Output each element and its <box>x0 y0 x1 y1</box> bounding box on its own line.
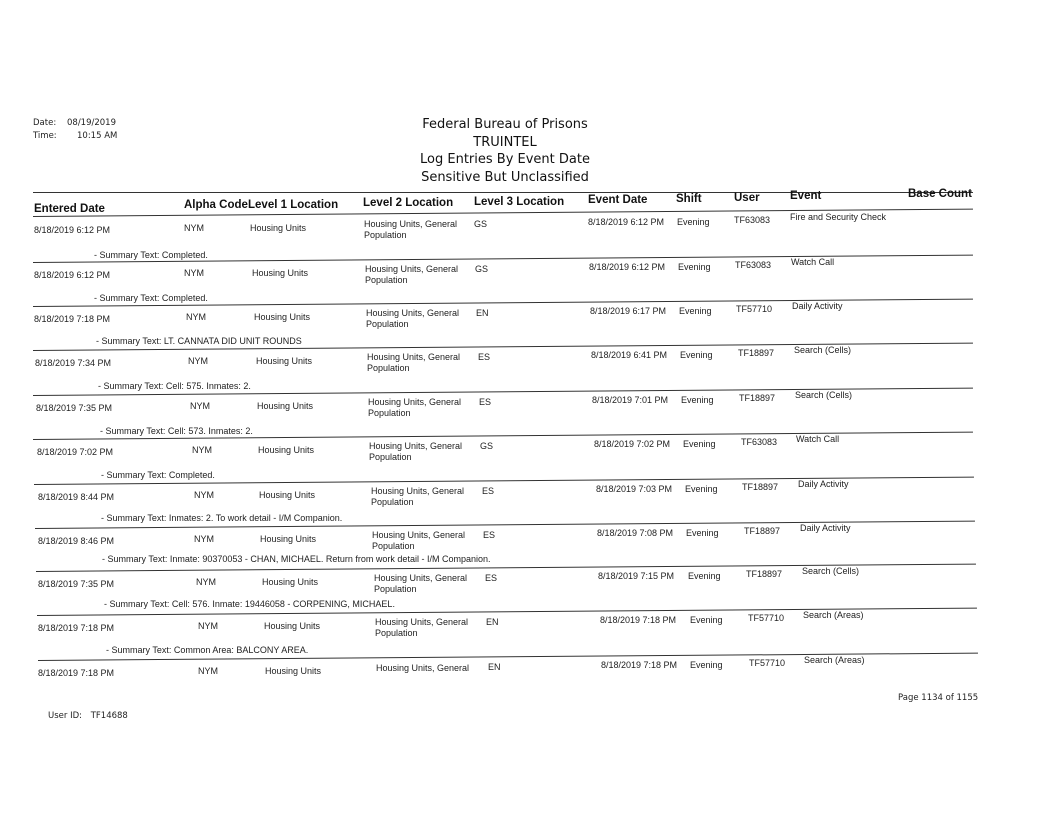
report-title <box>360 116 650 186</box>
cell-shift: Evening <box>683 439 716 449</box>
cell-user: TF57710 <box>749 658 786 668</box>
date-label: Date: <box>33 118 57 128</box>
cell-entered-date: 8/18/2019 7:18 PM <box>38 668 115 678</box>
col-level2: Level 2 Location <box>363 197 454 209</box>
cell-entered-date: 8/18/2019 7:02 PM <box>37 447 114 457</box>
cell-summary: - Summary Text: LT. CANNATA DID UNIT ROUNDS <box>96 336 302 346</box>
cell-level3: EN <box>488 662 501 672</box>
cell-shift: Evening <box>686 528 719 538</box>
table-row <box>0 212 1056 264</box>
report-time <box>33 131 117 141</box>
cell-level2: Housing Units, General Population <box>366 308 460 329</box>
cell-event: Daily Activity <box>798 479 849 489</box>
cell-entered-date: 8/18/2019 8:44 PM <box>38 492 115 502</box>
cell-summary: - Summary Text: Cell: 576. Inmate: 19446058 - CORPENING, MICHAEL. <box>104 599 395 609</box>
cell-shift: Evening <box>678 262 711 272</box>
cell-summary: - Summary Text: Cell: 575. Inmates: 2. <box>98 381 251 391</box>
table-row <box>0 345 1056 397</box>
report-date <box>33 118 116 128</box>
cell-level1: Housing Units <box>265 666 322 676</box>
cell-entered-date: 8/18/2019 7:35 PM <box>38 579 115 589</box>
table-row <box>0 610 1056 662</box>
cell-event-date: 8/18/2019 6:12 PM <box>588 217 665 227</box>
cell-event-date: 8/18/2019 7:18 PM <box>601 660 678 670</box>
cell-level3: EN <box>486 617 499 627</box>
cell-event: Search (Cells) <box>795 390 853 400</box>
cell-shift: Evening <box>681 395 714 405</box>
cell-event-date: 8/18/2019 6:17 PM <box>590 306 667 316</box>
cell-entered-date: 8/18/2019 7:18 PM <box>38 623 115 633</box>
cell-alpha-code: NYM <box>192 445 212 455</box>
cell-event: Fire and Security Check <box>790 212 887 222</box>
cell-alpha-code: NYM <box>198 621 218 631</box>
cell-event-date: 8/18/2019 7:03 PM <box>596 484 673 494</box>
page-number: Page 1134 of 1155 <box>898 693 979 703</box>
col-alpha-code: Alpha Code <box>184 199 248 211</box>
time-label: Time: <box>33 131 57 141</box>
cell-summary: - Summary Text: Completed. <box>94 250 208 260</box>
cell-entered-date: 8/18/2019 6:12 PM <box>34 270 111 280</box>
cell-level3: ES <box>482 486 495 496</box>
cell-user: TF57710 <box>748 613 785 623</box>
cell-event: Daily Activity <box>792 301 843 311</box>
user-id-value: TF14688 <box>90 711 128 721</box>
cell-level2: Housing Units, General <box>376 663 470 673</box>
cell-summary: - Summary Text: Completed. <box>101 470 215 480</box>
header-top-rule <box>33 192 973 193</box>
title-line: Federal Bureau of Prisons <box>422 117 588 132</box>
cell-alpha-code: NYM <box>184 223 204 233</box>
cell-event-date: 8/18/2019 7:15 PM <box>598 571 675 581</box>
col-shift: Shift <box>676 193 702 205</box>
cell-shift: Evening <box>677 217 710 227</box>
cell-shift: Evening <box>679 306 712 316</box>
cell-event-date: 8/18/2019 7:18 PM <box>600 615 677 625</box>
col-event-date: Event Date <box>588 194 648 206</box>
cell-summary: - Summary Text: Inmate: 90370053 - CHAN, MICHAEL. Return from work detail - I/M Companion. <box>102 554 491 564</box>
cell-user: TF57710 <box>736 304 773 314</box>
col-base-count: Base Count <box>908 188 972 200</box>
cell-shift: Evening <box>690 615 723 625</box>
user-id <box>48 711 128 721</box>
cell-level1: Housing Units <box>262 577 319 587</box>
cell-entered-date: 8/18/2019 7:18 PM <box>34 314 111 324</box>
cell-level3: ES <box>483 530 496 540</box>
col-level1: Level 1 Location <box>248 199 339 211</box>
cell-alpha-code: NYM <box>194 534 214 544</box>
cell-level2: Housing Units, General Population <box>371 486 465 507</box>
cell-alpha-code: NYM <box>186 312 206 322</box>
cell-event: Search (Cells) <box>802 566 860 576</box>
cell-shift: Evening <box>680 350 713 360</box>
cell-entered-date: 8/18/2019 8:46 PM <box>38 536 115 546</box>
cell-user: TF18897 <box>744 526 781 536</box>
cell-summary: - Summary Text: Common Area: BALCONY AREA. <box>106 645 309 655</box>
cell-event: Search (Cells) <box>794 345 852 355</box>
cell-user: TF63083 <box>735 260 772 270</box>
cell-level3: GS <box>474 219 488 229</box>
cell-event-date: 8/18/2019 7:02 PM <box>594 439 671 449</box>
user-id-label: User ID: <box>48 711 82 721</box>
cell-shift: Evening <box>688 571 721 581</box>
cell-level2: Housing Units, General Population <box>374 573 468 594</box>
date-value: 08/19/2019 <box>67 118 116 128</box>
cell-alpha-code: NYM <box>190 401 210 411</box>
cell-level2: Housing Units, General Population <box>367 352 461 373</box>
cell-alpha-code: NYM <box>184 268 204 278</box>
cell-summary: - Summary Text: Inmates: 2. To work detail - I/M Companion. <box>101 513 343 523</box>
cell-event-date: 8/18/2019 6:41 PM <box>591 350 668 360</box>
cell-event: Watch Call <box>796 434 840 444</box>
cell-entered-date: 8/18/2019 7:35 PM <box>36 403 113 413</box>
cell-level1: Housing Units <box>254 312 311 322</box>
cell-level2: Housing Units, General Population <box>372 530 466 551</box>
cell-level3: ES <box>485 573 498 583</box>
cell-level2: Housing Units, General Population <box>369 441 463 462</box>
cell-entered-date: 8/18/2019 7:34 PM <box>35 358 112 368</box>
cell-user: TF18897 <box>746 569 783 579</box>
title-line: Sensitive But Unclassified <box>421 169 589 185</box>
cell-level3: ES <box>479 397 492 407</box>
cell-level2: Housing Units, General Population <box>368 397 462 418</box>
cell-event-date: 8/18/2019 7:08 PM <box>597 528 674 538</box>
cell-level3: EN <box>476 308 489 318</box>
cell-event: Search (Areas) <box>803 610 864 620</box>
cell-summary: - Summary Text: Completed. <box>94 293 208 303</box>
cell-event-date: 8/18/2019 6:12 PM <box>589 262 666 272</box>
cell-alpha-code: NYM <box>196 577 216 587</box>
col-entered-date: Entered Date <box>34 203 105 215</box>
cell-summary: - Summary Text: Cell: 573. Inmates: 2. <box>100 426 253 436</box>
cell-level2: Housing Units, General Population <box>365 264 459 285</box>
cell-level1: Housing Units <box>256 356 313 366</box>
cell-level2: Housing Units, General Population <box>375 617 469 638</box>
cell-user: TF63083 <box>734 215 771 225</box>
cell-user: TF18897 <box>742 482 779 492</box>
col-level3: Level 3 Location <box>474 196 565 208</box>
cell-shift: Evening <box>685 484 718 494</box>
col-event: Event <box>790 190 822 202</box>
title-line: TRUINTEL <box>473 134 537 150</box>
table-row <box>0 434 1056 486</box>
cell-level3: GS <box>475 264 489 274</box>
cell-alpha-code: NYM <box>198 666 218 676</box>
cell-level1: Housing Units <box>258 445 315 455</box>
title-line: Log Entries By Event Date <box>420 152 590 167</box>
cell-event: Daily Activity <box>800 523 851 533</box>
cell-alpha-code: NYM <box>194 490 214 500</box>
cell-event-date: 8/18/2019 7:01 PM <box>592 395 669 405</box>
cell-level1: Housing Units <box>250 223 307 233</box>
cell-level1: Housing Units <box>257 401 314 411</box>
cell-level3: ES <box>478 352 491 362</box>
time-value: 10:15 AM <box>77 131 118 141</box>
cell-user: TF18897 <box>739 393 776 403</box>
cell-alpha-code: NYM <box>188 356 208 366</box>
cell-shift: Evening <box>690 660 723 670</box>
cell-level1: Housing Units <box>264 621 321 631</box>
cell-entered-date: 8/18/2019 6:12 PM <box>34 225 111 235</box>
cell-level1: Housing Units <box>260 534 317 544</box>
cell-level1: Housing Units <box>252 268 309 278</box>
cell-event: Search (Areas) <box>804 655 865 665</box>
cell-level3: GS <box>480 441 494 451</box>
cell-level2: Housing Units, General Population <box>364 219 458 240</box>
cell-user: TF63083 <box>741 437 778 447</box>
cell-user: TF18897 <box>738 348 775 358</box>
cell-level1: Housing Units <box>259 490 316 500</box>
cell-event: Watch Call <box>791 257 835 267</box>
col-user: User <box>734 192 760 204</box>
